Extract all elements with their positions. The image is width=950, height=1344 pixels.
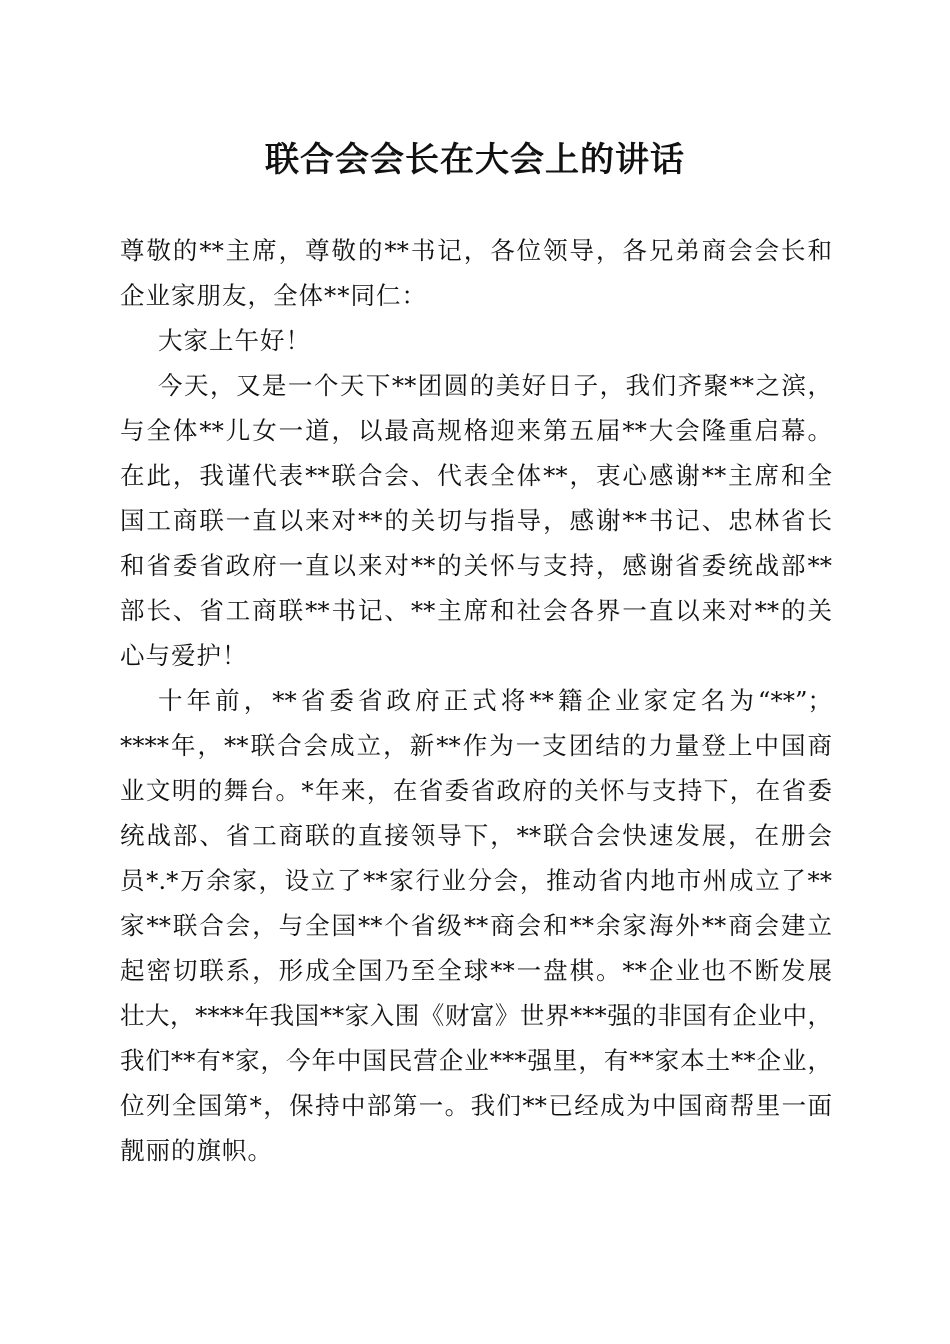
text-line: 位列全国第*，保持中部第一。我们**已经成为中国商帮里一面 <box>120 1091 832 1120</box>
text-line: 十年前，**省委省政府正式将**籍企业家定名为“**”； <box>158 686 832 715</box>
text-line: 尊敬的**主席，尊敬的**书记，各位领导，各兄弟商会会长和 <box>120 236 832 265</box>
document-body <box>120 228 832 1173</box>
text-line: 我们**有*家，今年中国民营企业***强里，有**家本土**企业， <box>120 1046 832 1075</box>
text-line: 和省委省政府一直以来对**的关怀与支持，感谢省委统战部** <box>120 551 832 580</box>
text-line: 部长、省工商联**书记、**主席和社会各界一直以来对**的关 <box>120 596 832 625</box>
text-line: 统战部、省工商联的直接领导下，**联合会快速发展，在册会 <box>120 821 832 850</box>
text-line: 起密切联系，形成全国乃至全球**一盘棋。**企业也不断发展 <box>120 956 832 985</box>
text-line: 今天，又是一个天下**团圆的美好日子，我们齐聚**之滨， <box>158 371 832 400</box>
text-line: 业文明的舞台。*年来，在省委省政府的关怀与支持下，在省委 <box>120 776 832 805</box>
text-line: 壮大，****年我国**家入围《财富》世界***强的非国有企业中， <box>120 1001 832 1030</box>
text-line: 大家上午好！ <box>158 326 311 355</box>
text-line: 与全体**儿女一道，以最高规格迎来第五届**大会隆重启幕。 <box>120 416 832 445</box>
text-line: 家**联合会，与全国**个省级**商会和**余家海外**商会建立 <box>120 911 832 940</box>
text-line: 企业家朋友，全体**同仁： <box>120 281 427 310</box>
text-line: 国工商联一直以来对**的关切与指导，感谢**书记、忠林省长 <box>120 506 832 535</box>
text-line: 员*.*万余家，设立了**家行业分会，推动省内地市州成立了** <box>120 866 832 895</box>
text-line: 心与爱护！ <box>120 641 248 670</box>
text-line: 在此，我谨代表**联合会、代表全体**，衷心感谢**主席和全 <box>120 461 832 490</box>
document-title: 联合会会长在大会上的讲话 <box>265 140 685 180</box>
text-line: 靓丽的旗帜。 <box>120 1136 273 1165</box>
text-line: ****年，**联合会成立，新**作为一支团结的力量登上中国商 <box>120 731 832 760</box>
